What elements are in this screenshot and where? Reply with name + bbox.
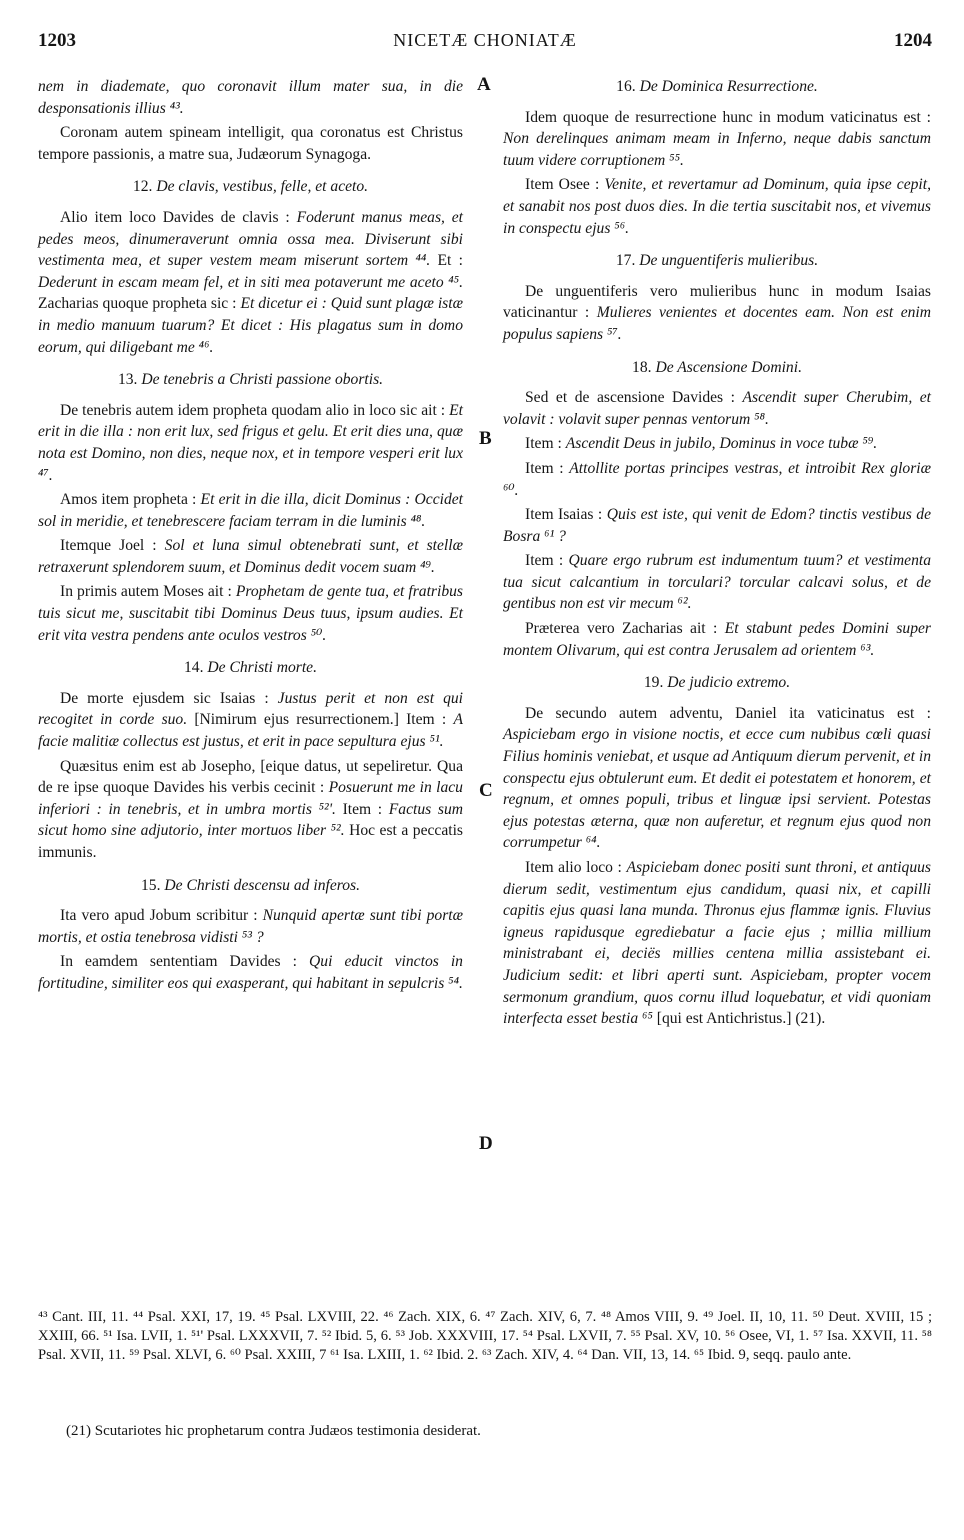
paragraph: De morte ejusdem sic Isaias : Justus perit et non est qui recogitet in corde suo. [Nimirum ejus resurrectionem.] Item : A facie malitiæ collectus est justus, et erit in pace sepultura ejus ⁵¹.: [38, 689, 463, 751]
paragraph: In eamdem sententiam Davides : Qui educit vinctos in fortitudine, similiter eos qui exasperant, qui habitant in sepulcris ⁵⁴.: [38, 953, 463, 992]
paragraph: In primis autem Moses ait : Prophetam de gente tua, et fratribus tuis sicut me, suscitabit tibi Dominus Deus tuus, ipsum audies. Et erit vita vestra pendens ante oculos vestros ⁵⁰.: [38, 583, 463, 644]
paragraph: Alio item loco Davides de clavis : Foderunt manus meas, et pedes meos, dinumeraverunt omnia ossa mea. Diviserunt sibi vestimenta mea, et super vestem meam miserunt sortem ⁴⁴. Et : Dederunt in escam meam fel, et in siti mea potaverunt me aceto ⁴⁵. Zacharias quoque propheta sic : Et dicetur ei : Quid sunt plagæ istæ in medio manuum tuarum? Et dicet : His plagatus sum in domo eorum, qui diligebant me ⁴⁶.: [38, 208, 463, 356]
paragraph: Item Osee : Venite, et revertamur ad Dominum, quia ipse cepit, et sanabit nos post duos dies. In die tertia suscitabit nos, et vivemus in conspectu ejus ⁵⁶.: [503, 176, 931, 237]
margin-letter-b: B: [479, 428, 492, 449]
paragraph: Ita vero apud Jobum scribitur : Nunquid apertæ sunt tibi portæ mortis, et ostia tenebrosa vidisti ⁵³ ?: [38, 907, 463, 946]
section-heading-17: 17. De unguentiferis mulieribus.: [615, 252, 819, 270]
section-heading-13: 13. De tenebris a Christi passione obortis.: [117, 371, 384, 389]
paragraph: De unguentiferis vero mulieribus hunc in modum Isaias vaticinantur : Mulieres venientes et docentes eam. Non est enim populus sapiens ⁵⁷.: [503, 282, 931, 343]
left-column: [38, 76, 463, 998]
section-heading-14: 14. De Christi morte.: [184, 659, 317, 677]
running-title: NICETÆ CHONIATÆ: [393, 30, 577, 50]
paragraph: De tenebris autem idem propheta quodam alio in loco sic ait : Et erit in die illa : non erit lux, sed frigus et gelu. Et erit dies una, quæ nota est Domino, non dies, neque nox, et in tempore vesperi erit lux ⁴⁷.: [38, 401, 463, 484]
paragraph: Quæsitus enim est ab Josepho, [eique datus, ut sepeliretur. Qua de re ipse quoque Davides his verbis cecinit : Posuerunt me in lacu inferiori : in tenebris, et in umbra mortis ⁵²'. Item : Factus sum sicut homo sine adjutorio, inter mortuos liber ⁵². Hoc est a peccatis immunis.: [38, 757, 463, 861]
margin-letter-c: C: [479, 780, 493, 801]
running-header: [38, 30, 932, 60]
page-number-left: 1203: [38, 30, 76, 51]
paragraph: Coronam autem spineam intelligit, qua coronatus est Christus tempore passionis, a matre sua, Judæorum Synagoga.: [38, 124, 463, 163]
section-heading-18: 18. De Ascensione Domini.: [632, 358, 802, 376]
paragraph: nem in diademate, quo coronavit illum mater sua, in die desponsationis illius ⁴³.: [38, 78, 463, 117]
paragraph: Sed et de ascensione Davides : Ascendit super Cherubim, et volavit : volavit super pennas ventorum ⁵⁸.: [503, 389, 931, 428]
footnotes: [38, 1308, 932, 1365]
page-number-right: 1204: [894, 30, 932, 51]
section-heading-19: 19. De judicio extremo.: [643, 674, 791, 692]
paragraph: Item : Ascendit Deus in jubilo, Dominus in voce tubæ ⁵⁹.: [525, 435, 878, 453]
paragraph: Itemque Joel : Sol et luna simul obtenebrati sunt, et stellæ retraxerunt splendorem suum, et Dominus dedit vocem suam ⁴⁹.: [38, 537, 463, 576]
right-column: [503, 76, 931, 1033]
paragraph: Item : Attollite portas principes vestras, et introibit Rex gloriæ ⁶⁰.: [503, 459, 931, 499]
paragraph: Amos item propheta : Et erit in die illa, dicit Dominus : Occidet sol in meridie, et tenebrescere faciam terram in die luminis ⁴⁸.: [38, 491, 463, 530]
paragraph: Præterea vero Zacharias ait : Et stabunt pedes Domini super montem Olivarum, qui est contra Jerusalem ad orientem ⁶³.: [503, 620, 932, 659]
paragraph: De secundo autem adventu, Daniel ita vaticinatus est : Aspiciebam ergo in visione noctis, et ecce cum nubibus cœli quasi Filius hominis veniebat, et usque ad Antiquum dierum pervenit, et in conspectu ejus obtulerunt eum. Et dedit ei potestatem et honorem, et regnum, et omnes populi, tribus et linguæ ipsi servient. Potestas ejus potestas æterna, quæ non auferetur, et regnum ejus quod non corrumpetur ⁶⁴.: [503, 704, 931, 852]
paragraph: Idem quoque de resurrectione hunc in modum vaticinatus est : Non derelinques animam meam in Inferno, neque dabis sanctum tuum videre corruptionem ⁵⁵.: [503, 108, 931, 169]
paragraph: Item : Quare ergo rubrum est indumentum tuum? et vestimenta tua sicut calcantium in torculari? torcular calcavi solus, et de gentibus non est vir mecum ⁶².: [503, 552, 931, 613]
margin-letter-a: A: [477, 74, 491, 95]
commentary-text: (21) Scutariotes hic prophetarum contra Judæos testimonia desiderat.: [66, 1423, 481, 1439]
commentary-note: [66, 1423, 932, 1440]
paragraph: Item Isaias : Quis est iste, qui venit de Edom? tinctis vestibus de Bosra ⁶¹ ?: [503, 506, 932, 545]
footnote-text: ⁴³ Cant. III, 11. ⁴⁴ Psal. XXI, 17, 19. ⁴⁵ Psal. LXVIII, 22. ⁴⁶ Zach. XIX, 6. ⁴⁷ Zach. XIV, 6, 7. ⁴⁸ Amos VIII, 9. ⁴⁹ Joel. II, 10, 11. ⁵⁰ Deut. XVIII, 15 ; XXIII, 66. ⁵¹ Isa. LVII, 1. ⁵¹' Psal. LXXXVII, 7. ⁵² Ibid. 5, 6. ⁵³ Job. XXXVIII, 17. ⁵⁴ Psal. LXVII, 7. ⁵⁵ Psal. XV, 10. ⁵⁶ Osee, VI, 1. ⁵⁷ Isa. XXVII, 11. ⁵⁸ Psal. XVII, 11. ⁵⁹ Psal. XLVI, 6. ⁶⁰ Psal. XXIII, 7 ⁶¹ Isa. LXIII, 1. ⁶² Ibid. 2. ⁶³ Zach. XIV, 4. ⁶⁴ Dan. VII, 13, 14. ⁶⁵ Ibid. 9, seqq. paulo ante.: [38, 1309, 932, 1363]
section-heading-16: 16. De Dominica Resurrectione.: [616, 78, 818, 95]
paragraph: Item alio loco : Aspiciebam donec positi sunt throni, et antiquus dierum sedit, vestimentum ejus candidum, quasi nix, et capilli capitis ejus quasi lana munda. Thronus ejus flammæ ignis. Fluvius igneus rapidusque egrediebatur a facie ejus ; millia millium ministrabant ei, deciës millies centena millia assistebant ei. Judicium sedit: et libri aperti sunt. Aspiciebam, propter vocem sermonum grandium, quos cornu illud loquebatur, et vidi quoniam interfecta esset bestia ⁶⁵ [qui est Antichristus.] (21).: [503, 859, 932, 1028]
section-heading-15: 15. De Christi descensu ad inferos.: [140, 876, 361, 894]
section-heading-12: 12. De clavis, vestibus, felle, et aceto.: [132, 178, 369, 196]
margin-letter-d: D: [479, 1133, 493, 1154]
